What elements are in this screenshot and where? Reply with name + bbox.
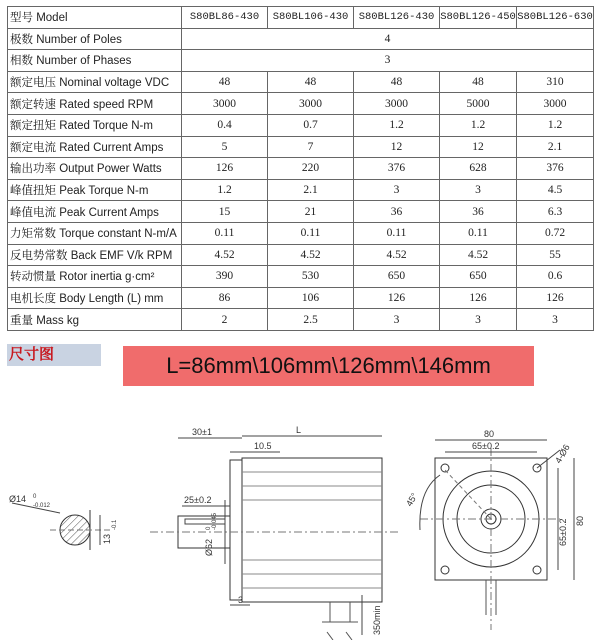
table-row bbox=[8, 244, 594, 266]
motor-body bbox=[242, 458, 382, 602]
value-cell: 628 bbox=[440, 158, 517, 180]
dim-25-label: 25±0.2 bbox=[184, 495, 212, 505]
row-label: 额定电压 Nominal voltage VDC bbox=[8, 71, 182, 93]
cable-ends bbox=[322, 622, 358, 640]
value-cell: 7 bbox=[268, 136, 354, 158]
value-cell: 3 bbox=[440, 179, 517, 201]
value-cell: 55 bbox=[517, 244, 594, 266]
dim-30-label: 30±1 bbox=[192, 427, 212, 437]
value-cell: 2 bbox=[182, 309, 268, 331]
model-cell: S80BL126-450 bbox=[440, 7, 517, 29]
value-cell: 650 bbox=[440, 266, 517, 288]
table-row bbox=[8, 136, 594, 158]
value-cell: 3 bbox=[517, 309, 594, 331]
value-cell: 126 bbox=[517, 287, 594, 309]
hole-label: 4-Ø6 bbox=[553, 442, 572, 465]
value-cell: 1.2 bbox=[440, 114, 517, 136]
value-cell: 48 bbox=[354, 71, 440, 93]
model-cell: S80BL106-430 bbox=[268, 7, 354, 29]
dimension-drawing bbox=[0, 410, 600, 640]
table-row bbox=[8, 71, 594, 93]
row-label: 相数 Number of Phases bbox=[8, 50, 182, 72]
value-cell: 310 bbox=[517, 71, 594, 93]
value-cell: 48 bbox=[182, 71, 268, 93]
phi14-tol-low: -0.012 bbox=[33, 503, 51, 509]
row-label: 峰值电流 Peak Current Amps bbox=[8, 201, 182, 223]
value-cell: 530 bbox=[268, 266, 354, 288]
value-cell: 0.7 bbox=[268, 114, 354, 136]
row-label: 峰值扭矩 Peak Torque N-m bbox=[8, 179, 182, 201]
value-cell: 4.52 bbox=[354, 244, 440, 266]
value-cell: 126 bbox=[182, 158, 268, 180]
value-cell: 3000 bbox=[517, 93, 594, 115]
value-cell: 376 bbox=[517, 158, 594, 180]
value-cell: 3000 bbox=[182, 93, 268, 115]
row-label: 电机长度 Body Length (L) mm bbox=[8, 287, 182, 309]
value-cell: 0.4 bbox=[182, 114, 268, 136]
dim-13-tol: -0.1 bbox=[112, 519, 118, 530]
value-cell: 4.52 bbox=[440, 244, 517, 266]
value-cell: 0.6 bbox=[517, 266, 594, 288]
value-cell: 2.5 bbox=[268, 309, 354, 331]
span-value: 3 bbox=[182, 50, 594, 72]
length-banner: L=86mm\106mm\126mm\146mm bbox=[123, 346, 534, 386]
value-cell: 36 bbox=[354, 201, 440, 223]
value-cell: 126 bbox=[354, 287, 440, 309]
row-label: 重量 Mass kg bbox=[8, 309, 182, 331]
row-label: 反电势常数 Back EMF V/k RPM bbox=[8, 244, 182, 266]
value-cell: 12 bbox=[354, 136, 440, 158]
dim-3-label: 3 bbox=[238, 595, 244, 605]
table-row bbox=[8, 93, 594, 115]
value-cell: 5 bbox=[182, 136, 268, 158]
value-cell: 376 bbox=[354, 158, 440, 180]
dim-13-label: 13 bbox=[102, 533, 112, 544]
value-cell: 220 bbox=[268, 158, 354, 180]
value-cell: 126 bbox=[440, 287, 517, 309]
dim-phi62-tol0: 0 bbox=[206, 526, 212, 530]
table-header-row bbox=[8, 7, 594, 29]
table-row bbox=[8, 287, 594, 309]
row-label: 额定转速 Rated speed RPM bbox=[8, 93, 182, 115]
value-cell: 3 bbox=[440, 309, 517, 331]
dim-80-top-label: 80 bbox=[484, 429, 495, 439]
value-cell: 650 bbox=[354, 266, 440, 288]
value-cell: 0.11 bbox=[182, 222, 268, 244]
value-cell: 4.52 bbox=[182, 244, 268, 266]
model-cell: S80BL86-430 bbox=[182, 7, 268, 29]
dim-10-5-label: 10.5 bbox=[254, 441, 272, 451]
motor-front-view bbox=[404, 429, 585, 630]
value-cell: 1.2 bbox=[354, 114, 440, 136]
value-cell: 12 bbox=[440, 136, 517, 158]
value-cell: 0.11 bbox=[354, 222, 440, 244]
value-cell: 0.11 bbox=[268, 222, 354, 244]
value-cell: 36 bbox=[440, 201, 517, 223]
table-row bbox=[8, 309, 594, 331]
row-label: 极数 Number of Poles bbox=[8, 28, 182, 50]
angle-label: 45° bbox=[404, 491, 420, 508]
row-label: 力矩常数 Torque constant N-m/A bbox=[8, 222, 182, 244]
header-label: 型号 Model bbox=[8, 7, 182, 29]
flange bbox=[230, 460, 242, 600]
value-cell: 2.1 bbox=[268, 179, 354, 201]
motor-side-view bbox=[150, 425, 400, 640]
value-cell: 6.3 bbox=[517, 201, 594, 223]
row-label: 额定电流 Rated Current Amps bbox=[8, 136, 182, 158]
row-label: 转动惯量 Rotor inertia g·cm² bbox=[8, 266, 182, 288]
value-cell: 1.2 bbox=[517, 114, 594, 136]
spec-table bbox=[7, 6, 594, 331]
table-row bbox=[8, 266, 594, 288]
model-cell: S80BL126-630 bbox=[517, 7, 594, 29]
value-cell: 2.1 bbox=[517, 136, 594, 158]
dim-350-label: 350min bbox=[372, 605, 382, 635]
value-cell: 106 bbox=[268, 287, 354, 309]
value-cell: 5000 bbox=[440, 93, 517, 115]
value-cell: 48 bbox=[268, 71, 354, 93]
dim-65-side-label: 65±0.2 bbox=[558, 518, 568, 546]
value-cell: 1.2 bbox=[182, 179, 268, 201]
value-cell: 86 bbox=[182, 287, 268, 309]
table-row bbox=[8, 222, 594, 244]
value-cell: 3 bbox=[354, 179, 440, 201]
phi14-tol-up: 0 bbox=[33, 494, 37, 500]
model-cell: S80BL126-430 bbox=[354, 7, 440, 29]
dim-phi62-tol: -0.045 bbox=[212, 512, 218, 530]
dim-65-top-label: 65±0.2 bbox=[472, 441, 500, 451]
value-cell: 48 bbox=[440, 71, 517, 93]
value-cell: 0.11 bbox=[440, 222, 517, 244]
value-cell: 3000 bbox=[268, 93, 354, 115]
span-value: 4 bbox=[182, 28, 594, 50]
shaft-section-view bbox=[9, 494, 118, 550]
value-cell: 4.52 bbox=[268, 244, 354, 266]
table-row bbox=[8, 28, 594, 50]
value-cell: 390 bbox=[182, 266, 268, 288]
value-cell: 21 bbox=[268, 201, 354, 223]
value-cell: 4.5 bbox=[517, 179, 594, 201]
table-row bbox=[8, 201, 594, 223]
table-row bbox=[8, 158, 594, 180]
dim-phi62-label: Ø62 bbox=[204, 538, 214, 556]
value-cell: 3 bbox=[354, 309, 440, 331]
table-row bbox=[8, 50, 594, 72]
row-label: 输出功率 Output Power Watts bbox=[8, 158, 182, 180]
dim-80-side-label: 80 bbox=[575, 515, 585, 526]
table-row bbox=[8, 179, 594, 201]
phi14-label: Ø14 bbox=[9, 494, 27, 504]
value-cell: 3000 bbox=[354, 93, 440, 115]
value-cell: 15 bbox=[182, 201, 268, 223]
table-row bbox=[8, 114, 594, 136]
section-title: 尺寸图 bbox=[7, 344, 101, 366]
value-cell: 0.72 bbox=[517, 222, 594, 244]
dim-L-label: L bbox=[296, 425, 302, 435]
row-label: 额定扭矩 Rated Torque N-m bbox=[8, 114, 182, 136]
